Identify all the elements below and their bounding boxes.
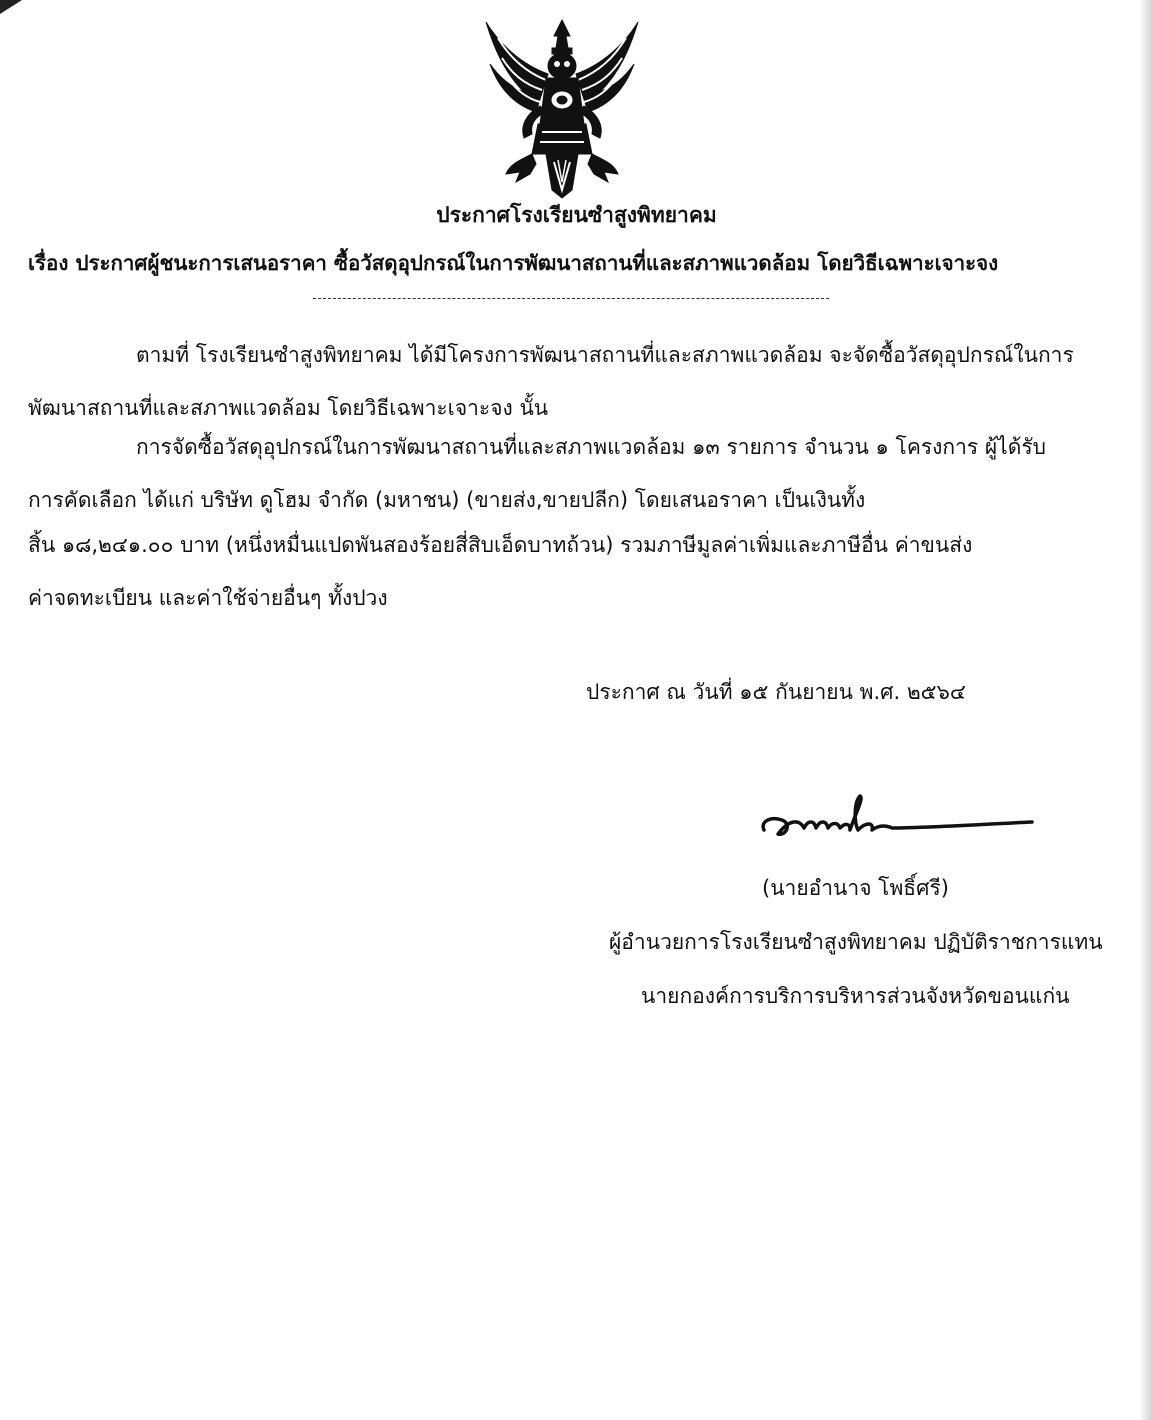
- document-subject: เรื่อง ประกาศผู้ชนะการเสนอราคา ซื้อวัสดุอุปกรณ์ในการพัฒนาสถานที่และสภาพแวดล้อม โดยวิธีเฉพาะเจาะจง: [28, 251, 999, 275]
- separator-line: [313, 298, 829, 299]
- announcement-date: ประกาศ ณ วันที่ ๑๕ กันยายน พ.ศ. ๒๕๖๔: [586, 680, 966, 704]
- paragraph2-line4: ค่าจดทะเบียน และค่าใช้จ่ายอื่นๆ ทั้งปวง: [28, 586, 388, 610]
- handwritten-signature: [756, 792, 1036, 848]
- scan-corner-mark: [0, 0, 22, 14]
- document-title: ประกาศโรงเรียนซำสูงพิทยาคม: [436, 203, 717, 227]
- paragraph2-line3: สิ้น ๑๘,๒๔๑.๐๐ บาท (หนึ่งหมื่นแปดพันสองร้อยสี่สิบเอ็ดบาทถ้วน) รวมภาษีมูลค่าเพิ่มและภาษีอื่น ค่าขนส่ง: [28, 533, 973, 557]
- signer-position-line1: ผู้อำนวยการโรงเรียนซำสูงพิทยาคม ปฏิบัติราชการแทน: [609, 930, 1103, 954]
- garuda-emblem-icon: [480, 14, 644, 200]
- signer-name: (นายอำนาจ โพธิ์ศรี): [762, 876, 949, 900]
- paragraph1-line1: ตามที่ โรงเรียนซำสูงพิทยาคม ได้มีโครงการพัฒนาสถานที่และสภาพแวดล้อม จะจัดซื้อวัสดุอุปกรณ์ในการ: [136, 343, 1074, 367]
- paragraph1-line2: พัฒนาสถานที่และสภาพแวดล้อม โดยวิธีเฉพาะเจาะจง นั้น: [28, 396, 549, 420]
- signer-position-line2: นายกองค์การบริการบริหารส่วนจังหวัดขอนแก่น: [641, 984, 1070, 1008]
- paragraph2-line2: การคัดเลือก ได้แก่ บริษัท ดูโฮม จำกัด (มหาชน) (ขายส่ง,ขายปลีก) โดยเสนอราคา เป็นเงินทั้ง: [28, 488, 866, 512]
- paragraph2-line1: การจัดซื้อวัสดุอุปกรณ์ในการพัฒนาสถานที่และสภาพแวดล้อม ๑๓ รายการ จำนวน ๑ โครงการ ผู้ได้รับ: [136, 435, 1046, 459]
